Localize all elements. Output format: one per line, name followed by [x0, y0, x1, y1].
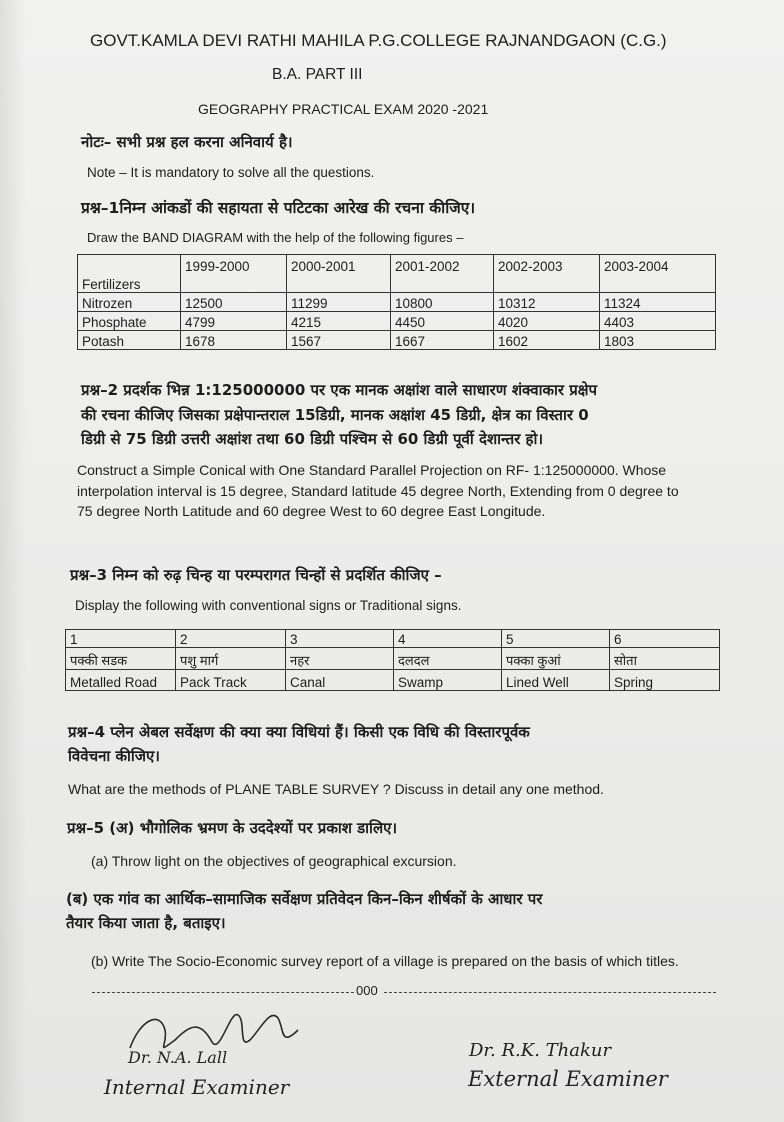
q2-english-line3: 75 degree North Latitude and 60 degree West to 60 degree East Longitude.: [77, 503, 546, 519]
q5-hindi-b-line2: तैयार किया जाता है, बताइए।: [66, 914, 226, 932]
table-cell: 10800: [391, 293, 494, 312]
table-cell: 4403: [600, 312, 716, 331]
divider-left: [92, 992, 354, 993]
divider-right: [384, 992, 716, 993]
table-cell: Lined Well: [502, 670, 610, 691]
table-cell: 4: [394, 630, 502, 648]
year-header: 1999-2000: [181, 255, 287, 293]
table-cell: 2: [176, 630, 286, 648]
year-header: 2003-2004: [600, 255, 716, 293]
table-cell: पक्का कुआं: [502, 648, 610, 670]
table-cell: 4799: [181, 312, 287, 331]
table-cell: 11324: [600, 293, 716, 312]
table-row: [78, 331, 716, 350]
row-label: Nitrozen: [78, 293, 181, 312]
external-examiner-name: Dr. R.K. Thakur: [469, 1040, 612, 1061]
q5-hindi-b-line1: (ब) एक गांव का आर्थिक–सामाजिक सर्वेक्षण प्रतिवेदन किन–किन शीर्षकों के आधार पर: [66, 890, 543, 908]
end-marker: 000: [356, 983, 378, 998]
q2-hindi-line2: की रचना कीजिए जिसका प्रक्षेपान्तराल 15डिग्री, मानक अक्षांश 45 डिग्री, क्षेत्र का विस्तार 0: [81, 406, 589, 424]
note-hindi: नोटः– सभी प्रश्न हल करना अनिवार्य है।: [81, 133, 293, 151]
table-cell: 12500: [181, 293, 287, 312]
table-cell: पशु मार्ग: [176, 648, 286, 670]
table-cell: 1: [66, 630, 176, 648]
fertilizer-table: [77, 254, 716, 350]
table-cell: 1567: [287, 331, 391, 350]
internal-examiner-name: Dr. N.A. Lall: [128, 1048, 228, 1067]
table-cell: सोता: [610, 648, 720, 670]
q1-hindi: प्रश्न–1निम्न आंकडों की सहायता से पटिटका आरेख की रचना कीजिए।: [81, 199, 476, 217]
table-row: [78, 312, 716, 331]
signs-table: [65, 629, 720, 691]
row-label: Potash: [78, 331, 181, 350]
table-cell: 6: [610, 630, 720, 648]
q3-hindi: प्रश्न–3 निम्न को रुढ़ चिन्ह या परम्परागत चिन्हों से प्रदर्शित कीजिए –: [70, 566, 442, 584]
table-row: [66, 648, 720, 670]
q5-english-b: (b) Write The Socio-Economic survey report of a village is prepared on the basis of which titles.: [91, 953, 679, 969]
q4-english: What are the methods of PLANE TABLE SURVEY ? Discuss in detail any one method.: [68, 781, 604, 797]
q2-hindi-line1: प्रश्न–2 प्रदर्शक भिन्न 1:125000000 पर एक मानक अक्षांश वाले साधारण शंक्वाकार प्रक्षेप: [81, 381, 598, 399]
table-cell: 4215: [287, 312, 391, 331]
table-cell: 3: [286, 630, 394, 648]
table-row: [78, 293, 716, 312]
q5-english-a: (a) Throw light on the objectives of geographical excursion.: [91, 853, 457, 869]
table-cell: Pack Track: [176, 670, 286, 691]
q5-hindi-a: प्रश्न–5 (अ) भौगोलिक भ्रमण के उददेश्यों पर प्रकाश डालिए।: [67, 819, 398, 837]
table-corner-cell: Fertilizers: [78, 255, 181, 293]
external-examiner-role: External Examiner: [468, 1067, 668, 1091]
page-edge-shadow: [0, 0, 26, 1122]
table-cell: Swamp: [394, 670, 502, 691]
table-cell: 5: [502, 630, 610, 648]
table-cell: 1803: [600, 331, 716, 350]
q2-english-line2: interpolation interval is 15 degree, Standard latitude 45 degree North, Extending from 0 degree to: [77, 483, 679, 499]
table-cell: 4020: [494, 312, 600, 331]
table-cell: Canal: [286, 670, 394, 691]
table-cell: 1678: [181, 331, 287, 350]
table-cell: 10312: [494, 293, 600, 312]
table-cell: दलदल: [394, 648, 502, 670]
q1-english: Draw the BAND DIAGRAM with the help of the following figures –: [87, 230, 464, 245]
table-row: [66, 670, 720, 691]
class-name: B.A. PART III: [272, 66, 363, 83]
table-cell: नहर: [286, 648, 394, 670]
row-label: Phosphate: [78, 312, 181, 331]
table-header-row: [78, 255, 716, 293]
college-name: GOVT.KAMLA DEVI RATHI MAHILA P.G.COLLEGE RAJNANDGAON (C.G.): [90, 31, 667, 50]
table-cell: 4450: [391, 312, 494, 331]
table-cell: Metalled Road: [66, 670, 176, 691]
internal-examiner-role: Internal Examiner: [104, 1075, 290, 1099]
exam-title: GEOGRAPHY PRACTICAL EXAM 2020 -2021: [198, 101, 489, 117]
table-cell: 1667: [391, 331, 494, 350]
table-cell: 1602: [494, 331, 600, 350]
q2-hindi-line3: डिग्री से 75 डिग्री उत्तरी अक्षांश तथा 60 डिग्री पश्चिम से 60 डिग्री पूर्वी देशान्तर हो।: [81, 430, 544, 448]
year-header: 2002-2003: [494, 255, 600, 293]
year-header: 2000-2001: [287, 255, 391, 293]
q3-english: Display the following with conventional signs or Traditional signs.: [75, 598, 462, 613]
year-header: 2001-2002: [391, 255, 494, 293]
q4-hindi-line2: विवेचना कीजिए।: [68, 747, 160, 765]
table-cell: 11299: [287, 293, 391, 312]
table-cell: पक्की सडक: [66, 648, 176, 670]
note-english: Note – It is mandatory to solve all the questions.: [87, 165, 375, 180]
table-cell: Spring: [610, 670, 720, 691]
table-row: [66, 630, 720, 648]
q4-hindi-line1: प्रश्न–4 प्लेन अेबल सर्वेक्षण की क्या क्या विधियां हैं। किसी एक विधि की विस्तारपूर्वक: [68, 723, 530, 741]
q2-english-line1: Construct a Simple Conical with One Standard Parallel Projection on RF- 1:125000000. Whose: [77, 462, 667, 478]
